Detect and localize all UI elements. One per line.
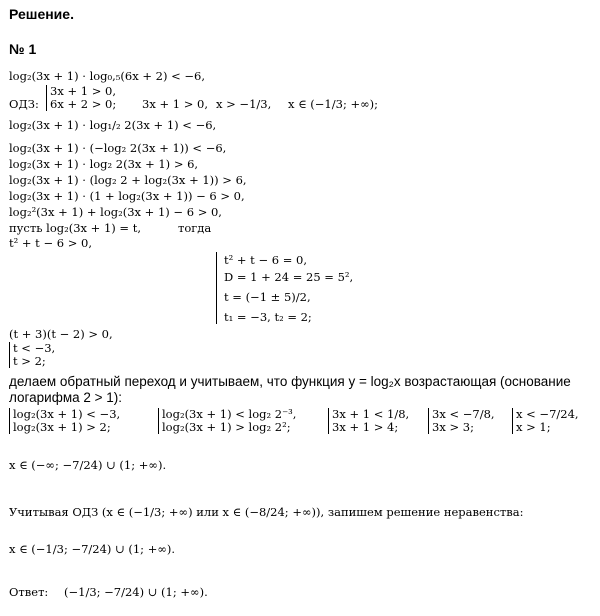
set-system-4 [428, 408, 495, 434]
inequality-line-8: log₂²(3x + 1) + log₂(3x + 1) − 6 > 0, [9, 205, 222, 219]
set-4-line-1: 3x < −7/8, [432, 407, 495, 421]
substitution: пусть log₂(3x + 1) = t, [9, 221, 141, 235]
final-result: x ∈ (−1/3; −7/24) ∪ (1; +∞). [9, 542, 176, 556]
quadratic-eq: t² + t − 6 = 0, [224, 253, 307, 267]
roots-formula: t = (−1 ± 5)/2, [224, 290, 311, 304]
odz-system [46, 85, 116, 111]
set-system-2 [158, 408, 296, 434]
solution-heading: Решение. [9, 6, 74, 22]
set-system-3 [328, 408, 409, 434]
inequality-line-6: log₂(3x + 1) · (log₂ 2 + log₂(3x + 1)) > 6, [9, 173, 247, 187]
quadratic-inequality: t² + t − 6 > 0, [9, 236, 92, 250]
set-5-line-1: x < −7/24, [516, 407, 579, 421]
t-system-line-1: t < −3, [13, 341, 56, 355]
answer-label: Ответ: [9, 585, 49, 599]
factored: (t + 3)(t − 2) > 0, [9, 327, 113, 341]
discriminant: D = 1 + 24 = 25 = 5², [224, 270, 354, 284]
quadratic-bracket [216, 252, 217, 324]
inequality-line-7: log₂(3x + 1) · (1 + log₂(3x + 1)) − 6 > 0, [9, 189, 245, 203]
set-3-line-1: 3x + 1 < 1/8, [332, 407, 410, 421]
then-word: тогда [178, 221, 212, 235]
set-3-line-2: 3x + 1 > 4; [332, 420, 399, 434]
set-1-line-1: log₂(3x + 1) < −3, [13, 407, 121, 421]
t-system [9, 342, 55, 368]
set-system-1 [9, 408, 120, 434]
odz-step-b: x > −1/3, [216, 97, 272, 111]
transition-text: делаем обратный переход и учитываем, что функция y = log₂x возрастающая (основание логарифма 2 > 1): [9, 374, 571, 405]
odz-step-c: x ∈ (−1/3; +∞); [288, 97, 379, 111]
set-1-line-2: log₂(3x + 1) > 2; [13, 420, 111, 434]
set-5-line-2: x > 1; [516, 420, 551, 434]
odz-system-line-2: 6x + 2 > 0; [50, 97, 117, 111]
inequality-line-3: log₂(3x + 1) · log₁/₂ 2(3x + 1) < −6, [9, 118, 217, 132]
odz-consideration: Учитывая ОДЗ (x ∈ (−1/3; +∞) или x ∈ (−8/24; +∞)), запишем решение неравенства: [9, 505, 524, 519]
roots: t₁ = −3, t₂ = 2; [224, 310, 312, 324]
odz-system-line-1: 3x + 1 > 0, [50, 84, 116, 98]
t-system-line-2: t > 2; [13, 354, 46, 368]
inequality-line-1: log₂(3x + 1) · log₀,₅(6x + 2) < −6, [9, 69, 206, 83]
set-2-line-1: log₂(3x + 1) < log₂ 2⁻³, [162, 407, 297, 421]
intermediate-result: x ∈ (−∞; −7/24) ∪ (1; +∞). [9, 458, 167, 472]
odz-label: ОДЗ: [9, 97, 39, 111]
problem-number: № 1 [9, 41, 37, 57]
odz-step-a: 3x + 1 > 0, [142, 97, 208, 111]
inequality-line-4: log₂(3x + 1) · (−log₂ 2(3x + 1)) < −6, [9, 141, 227, 155]
set-system-5 [512, 408, 579, 434]
set-2-line-2: log₂(3x + 1) > log₂ 2²; [162, 420, 291, 434]
answer-value: (−1/3; −7/24) ∪ (1; +∞). [64, 585, 208, 599]
inequality-line-5: log₂(3x + 1) · log₂ 2(3x + 1) > 6, [9, 157, 199, 171]
set-4-line-2: 3x > 3; [432, 420, 474, 434]
